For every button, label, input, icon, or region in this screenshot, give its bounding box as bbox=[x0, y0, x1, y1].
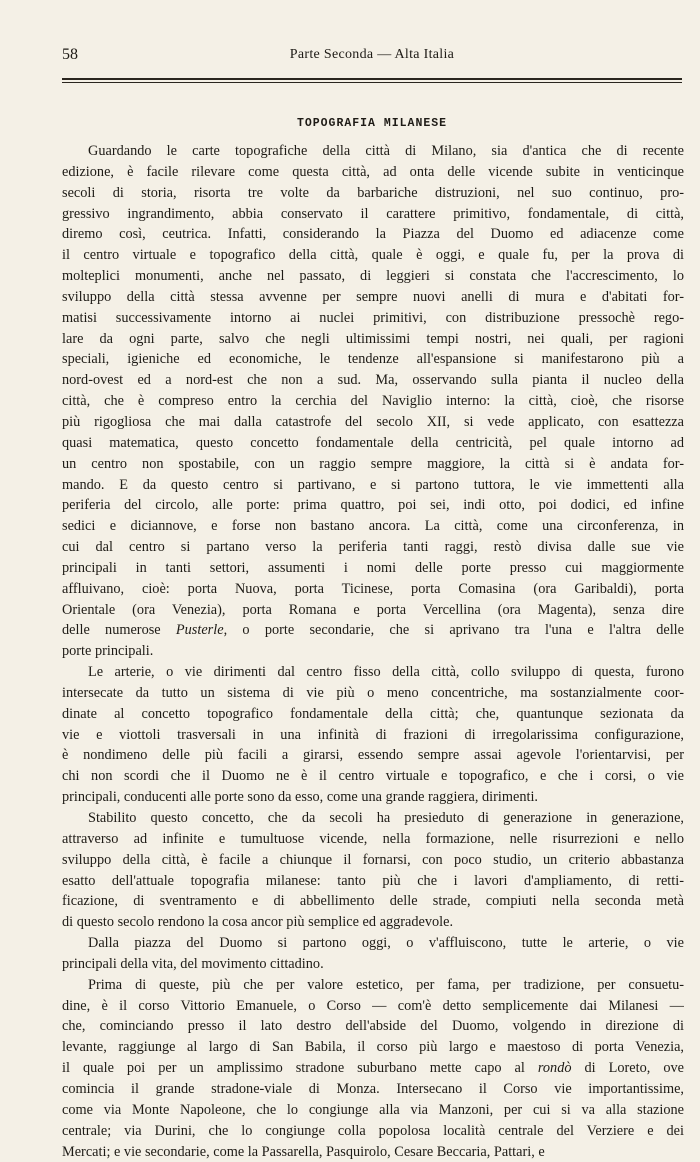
text-line: attraverso ad infinite e tumultuose vicende, nella formazione, nelle risurrezioni e nello bbox=[62, 829, 684, 850]
text-line: Prima di queste, più che per valore estetico, per fama, per tradizione, per consuetu- bbox=[62, 975, 684, 996]
text-line: Mercati; e vie secondarie, come la Passarella, Pasquirolo, Cesare Beccaria, Pattari, e bbox=[62, 1142, 684, 1162]
text-line: nord-ovest ed a nord-est che non a sud. Ma, osservando sulla pianta il nucleo della bbox=[62, 370, 684, 391]
text-line: sedici e diciannove, e forse non bastano ancora. La città, come una circonferenza, in bbox=[62, 516, 684, 537]
text-line: Stabilito questo concetto, che da secoli ha presieduto di generazione in generazione, bbox=[62, 808, 684, 829]
text-line: comincia il grande stradone-viale di Monza. Intersecano il Corso vie importantissime, bbox=[62, 1079, 684, 1100]
text-line: lare da ogni parte, salvo che negli ultimissimi tempi nostri, nei quali, per ragioni bbox=[62, 329, 684, 350]
text-line: diremo così, ceutrica. Infatti, considerando la Piazza del Duomo ed adiacenze come bbox=[62, 224, 684, 245]
text-line: ficazione, di sventramento e di abbellimento delle strade, compiuti nella seconda metà bbox=[62, 891, 684, 912]
text-line: intersecate da tutto un sistema di vie più o meno concentriche, ma sostanzialmente coor- bbox=[62, 683, 684, 704]
text-line: matisi successivamente intorno ai nuclei primitivi, con distribuzione pressochè rego- bbox=[62, 308, 684, 329]
text-line: città, che è compreso entro la cerchia del Naviglio interno: la città, cioè, che risorse bbox=[62, 391, 684, 412]
text-line: Guardando le carte topografiche della città di Milano, sia d'antica che di recente bbox=[62, 141, 684, 162]
text-line: principali della vita, del movimento cittadino. bbox=[62, 954, 684, 975]
text-line: dine, è il corso Vittorio Emanuele, o Corso — com'è detto semplicemente dai Milanesi — bbox=[62, 996, 684, 1017]
paragraph bbox=[62, 141, 684, 662]
text-line: più rigogliosa che mai dalla catastrofe del secolo XII, si vede applicato, con esattezza bbox=[62, 412, 684, 433]
text-line: il quale poi per un amplissimo stradone suburbano mette capo al rondò di Loreto, ove bbox=[62, 1058, 684, 1079]
text-line: periferia del circolo, alle porte: prima quattro, poi sei, indi otto, poi dodici, ed infine bbox=[62, 495, 684, 516]
text-line: il centro virtuale e topografico della città, quale è oggi, e quale fu, per la prova di bbox=[62, 245, 684, 266]
header-rule-thin bbox=[62, 82, 682, 83]
body-text bbox=[62, 141, 684, 1162]
text-line: Le arterie, o vie dirimenti dal centro fisso della città, collo sviluppo di questa, furono bbox=[62, 662, 684, 683]
header-rule bbox=[62, 78, 682, 80]
section-title: TOPOGRAFIA MILANESE bbox=[62, 117, 682, 130]
paragraph bbox=[62, 933, 684, 975]
text-line: vie e viottoli trasversali in una infinità di frazioni di irregolarissima configurazione, bbox=[62, 725, 684, 746]
text-line: gressivo ingrandimento, abbia conservato il carattere primitivo, fondamentale, di città, bbox=[62, 204, 684, 225]
text-line: cui dal centro si partano verso la periferia tanti raggi, restò divisa dalle sue vie bbox=[62, 537, 684, 558]
text-line: chi non scordi che il Duomo ne è il centro virtuale e topografico, e che i corsi, o vie bbox=[62, 766, 684, 787]
text-line: è nondimeno delle più facili a girarsi, essendo sempre assai agevole l'orientarvisi, per bbox=[62, 745, 684, 766]
text-line: esatto dell'attuale topografia milanese: tanto più che i lavori d'ampliamento, di retti- bbox=[62, 871, 684, 892]
text-line: affluivano, cioè: porta Nuova, porta Ticinese, porta Comasina (ora Garibaldi), porta bbox=[62, 579, 684, 600]
text-line: speciali, igieniche ed economiche, le tendenze all'espansione si manifestarono più a bbox=[62, 349, 684, 370]
running-head: Parte Seconda — Alta Italia bbox=[62, 47, 682, 63]
text-line: dinate al concetto topografico fondamentale della città; che, quantunque sezionata da bbox=[62, 704, 684, 725]
text-line: levante, raggiunge al largo di San Babila, il corso più largo e maestoso di porta Venezia, bbox=[62, 1037, 684, 1058]
text-line: centrale; via Durini, che lo congiunge colla popolosa località centrale del Verziere e dei bbox=[62, 1121, 684, 1142]
text-line: Dalla piazza del Duomo si partono oggi, o v'affluiscono, tutte le arterie, o vie bbox=[62, 933, 684, 954]
text-line: edizione, è facile rilevare come questa città, ad onta delle vicende subite in venticinque bbox=[62, 162, 684, 183]
page-header bbox=[62, 46, 682, 70]
page-number: 58 bbox=[62, 46, 78, 64]
text-line: delle numerose Pusterle, o porte secondarie, che si aprivano tra l'una e l'altra delle bbox=[62, 620, 684, 641]
text-line: Orientale (ora Venezia), porta Romana e porta Vercellina (ora Magenta), senza dire bbox=[62, 600, 684, 621]
text-line: un centro non spostabile, con un raggio sempre maggiore, la città si è andata for- bbox=[62, 454, 684, 475]
text-line: sviluppo della città, è facile a chiunque il fornarsi, con poco studio, un criterio abbastanza bbox=[62, 850, 684, 871]
text-line: quasi matematica, questo concetto fondamentale della centricità, pel quale intorno ad bbox=[62, 433, 684, 454]
text-line: di questo secolo rendono la cosa ancor più semplice ed aggradevole. bbox=[62, 912, 684, 933]
text-line: che, cominciando presso il lato destro dell'abside del Duomo, volgendo in direzione di bbox=[62, 1016, 684, 1037]
text-line: principali, conducenti alle porte sono da esso, come una grande raggiera, dirimenti. bbox=[62, 787, 684, 808]
text-line: mando. E da questo centro si partivano, e si partono tuttora, le vie immettenti alla bbox=[62, 475, 684, 496]
paragraph bbox=[62, 662, 684, 808]
text-line: principali in tanti settori, assumenti i nomi delle porte presso cui maggiormente bbox=[62, 558, 684, 579]
text-line: sviluppo della città stessa avvenne per sempre nuovi anelli di mura e d'abitati for- bbox=[62, 287, 684, 308]
text-line: molteplici monumenti, anche nel passato, di leggieri si constata che l'accrescimento, lo bbox=[62, 266, 684, 287]
text-line: porte principali. bbox=[62, 641, 684, 662]
text-line: secoli di storia, risorta tre volte da barbariche distruzioni, nel suo continuo, pro- bbox=[62, 183, 684, 204]
paragraph bbox=[62, 808, 684, 933]
text-line: come via Monte Napoleone, che lo congiunge alla via Manzoni, per cui si va alla stazione bbox=[62, 1100, 684, 1121]
